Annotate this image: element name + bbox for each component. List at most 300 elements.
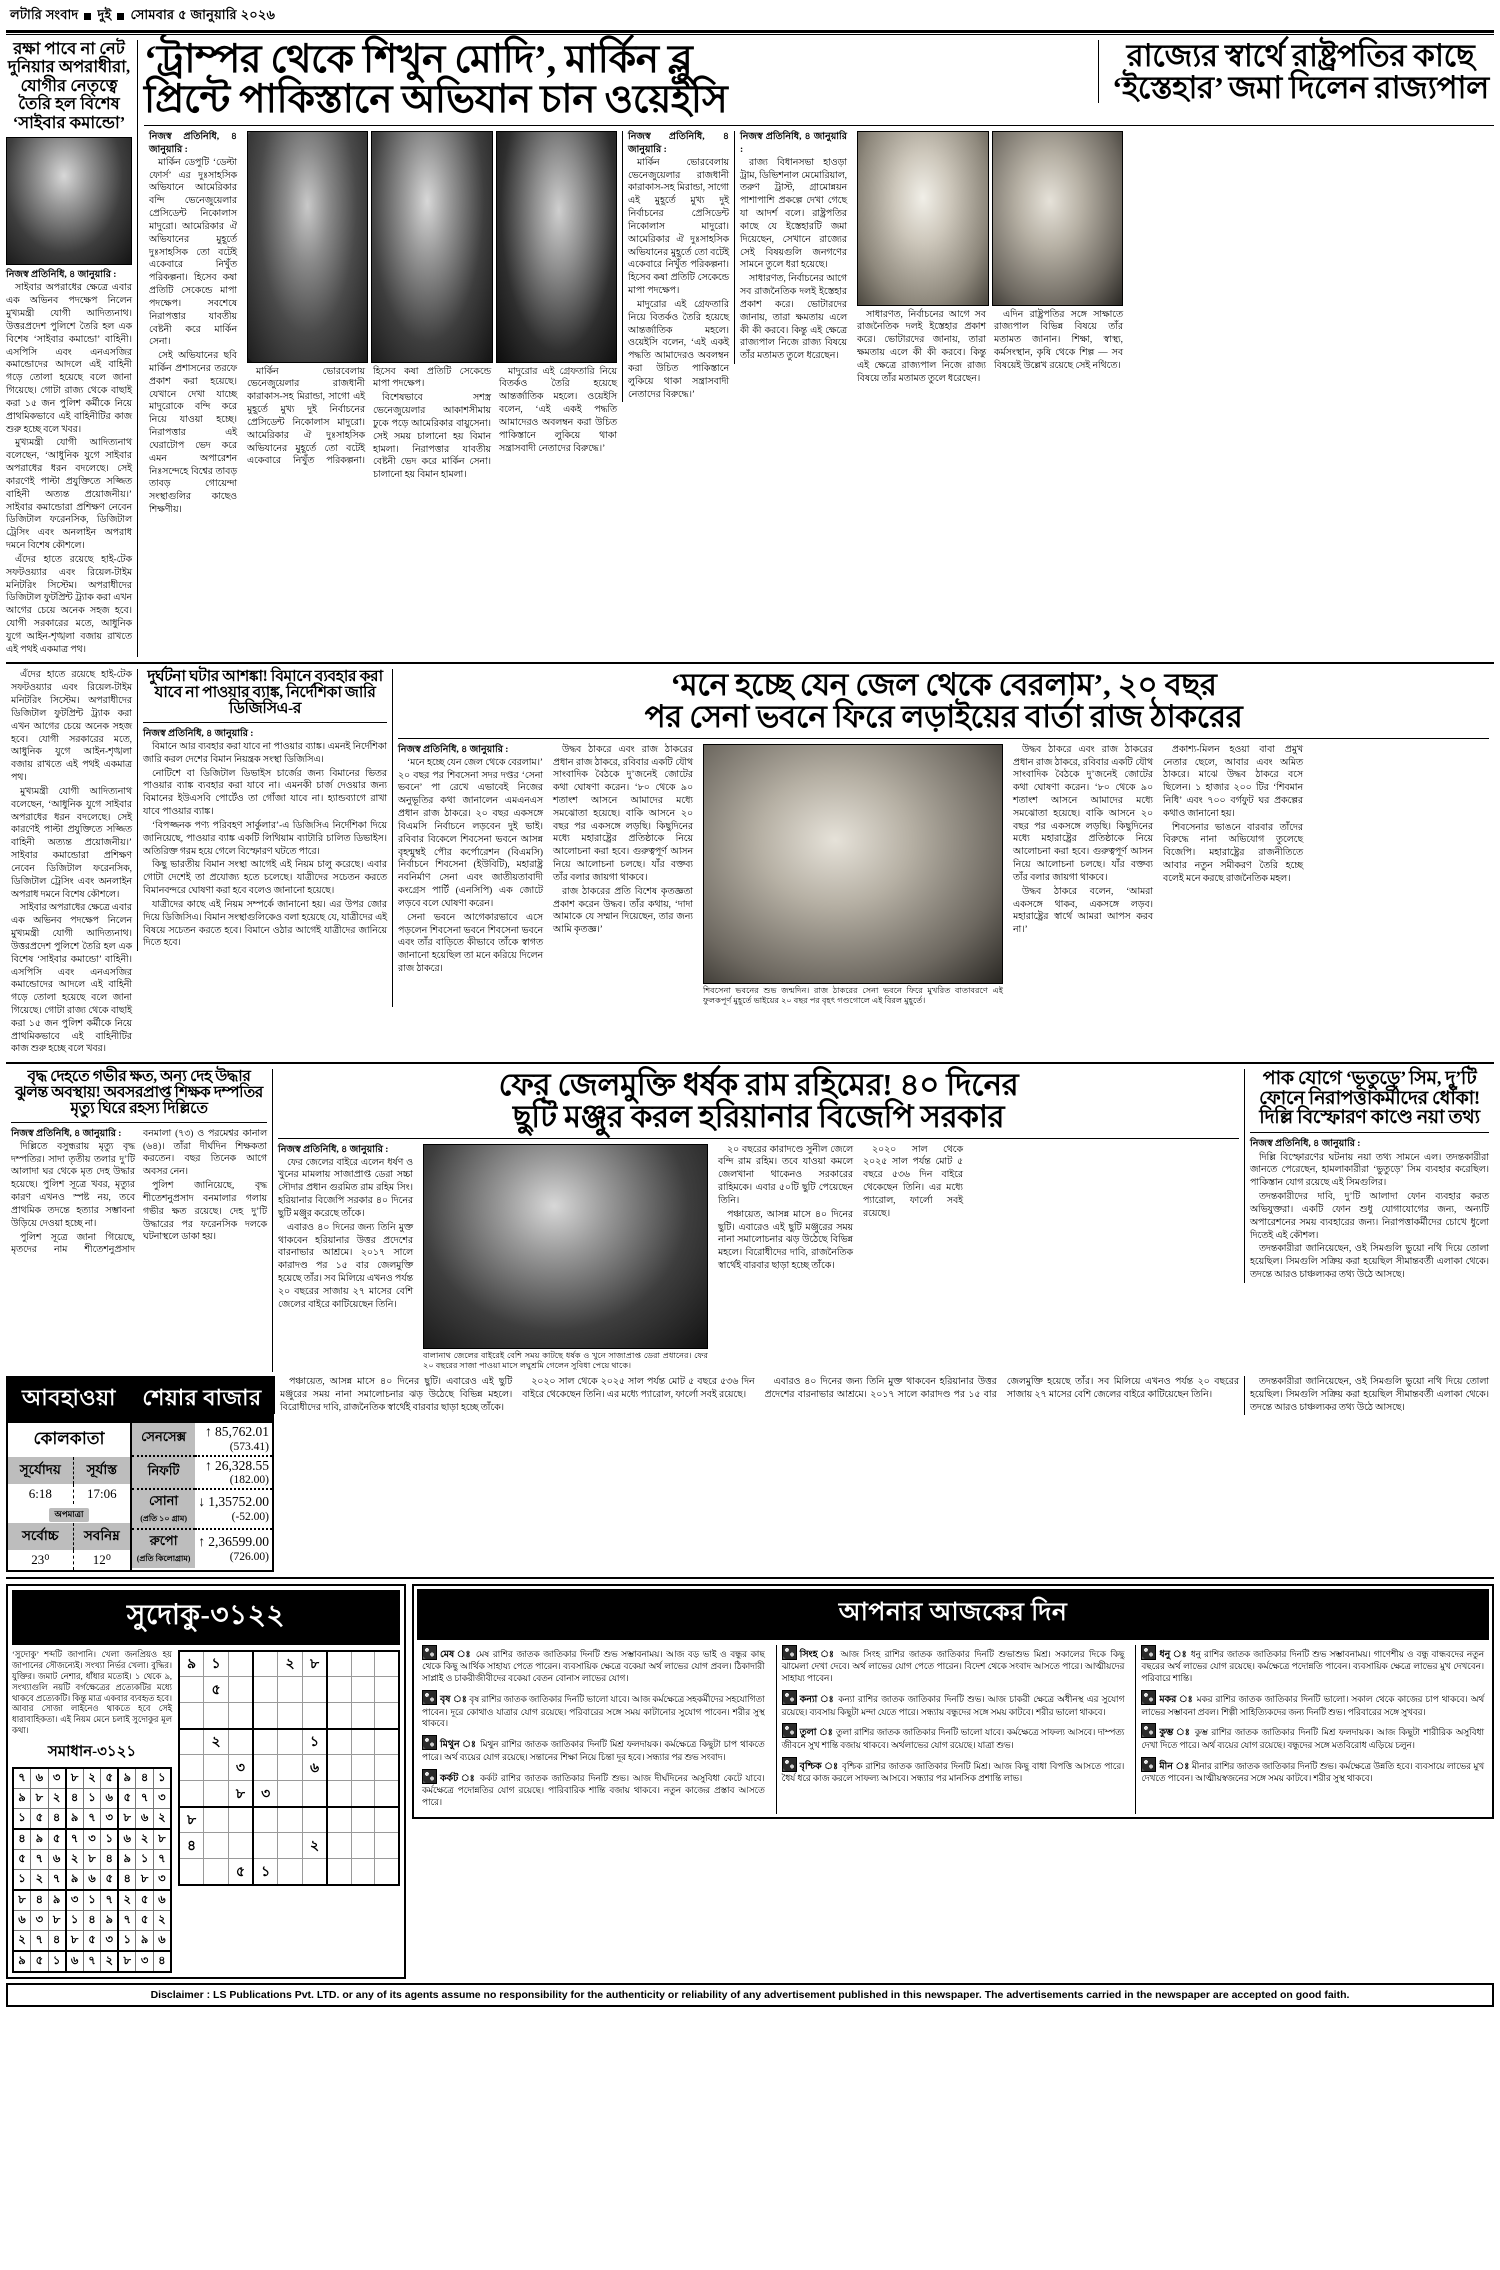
table-row bbox=[132, 1529, 272, 1568]
zodiac-sign-icon bbox=[782, 1723, 797, 1738]
sudoku-cell[interactable] bbox=[253, 1729, 278, 1755]
solution-cell: ৮ bbox=[66, 1768, 84, 1789]
sudoku-cell[interactable] bbox=[351, 1833, 375, 1859]
horoscope-item bbox=[782, 1690, 1125, 1718]
horoscope-sign-name: তুলা ঃ bbox=[799, 1728, 836, 1739]
horoscope-title: আপনার আজকের দিন bbox=[417, 1589, 1489, 1640]
disclaimer: Disclaimer : LS Publications Pvt. LTD. or any of its agents assume no responsibility for the authenticity or reliability of any advertisement published in this newspaper. The advertisements carried in the newspaper are accepted on good faith. bbox=[6, 1983, 1494, 2007]
second-band bbox=[6, 669, 1494, 1057]
solution-cell: ৭ bbox=[153, 1850, 171, 1870]
sudoku-row bbox=[179, 1781, 399, 1807]
solution-cell: ৫ bbox=[48, 1829, 66, 1850]
sudoku-cell[interactable] bbox=[351, 1755, 375, 1781]
solution-cell: ৬ bbox=[153, 1890, 171, 1911]
solution-cell: ৩ bbox=[83, 1829, 100, 1850]
solution-cell: ৬ bbox=[83, 1870, 100, 1891]
horoscope-sign-name: ধনু ঃ bbox=[1159, 1649, 1191, 1660]
solution-cell: ২ bbox=[136, 1829, 153, 1850]
sudoku-row bbox=[179, 1859, 399, 1885]
max-temp-label: সর্বোচ্চ bbox=[8, 1523, 73, 1550]
sudoku-cell[interactable] bbox=[302, 1703, 327, 1729]
solution-cell: ৫ bbox=[13, 1850, 31, 1870]
issue-date: সোমবার ৫ জানুয়ারি ২০২৬ bbox=[130, 7, 276, 22]
sudoku-row bbox=[179, 1729, 399, 1755]
byline: নিজস্ব প্রতিনিধি, ৪ জানুয়ারি : bbox=[628, 131, 729, 155]
market-row-value bbox=[195, 1423, 272, 1456]
solution-cell: ৮ bbox=[66, 1931, 84, 1952]
sudoku-cell[interactable] bbox=[375, 1807, 399, 1833]
sudoku-title: সুদোকু-৩১২২ bbox=[12, 1590, 400, 1645]
paragraph: সাধারণত, নির্বাচনের আগে সব রাজনৈতিক দলই ইস্তেহার প্রকাশ করে। ভোটারদের জানায়, তারা ক্ষমতায় এলে কী কী করবে। কিন্তু এই ক্ষেত্রে রাজ্যপাল নিজে রাজ্য বিষয়ে তাঁর মতামত তুলে ধরেছেন। bbox=[740, 274, 847, 362]
thackeray-col-3 bbox=[1008, 744, 1158, 938]
sudoku-cell[interactable] bbox=[204, 1807, 229, 1833]
square-bullet-icon bbox=[117, 13, 124, 20]
market-row-name bbox=[132, 1489, 195, 1529]
horoscope-item bbox=[422, 1645, 765, 1685]
sudoku-cell[interactable] bbox=[179, 1729, 204, 1755]
sunrise-label: সূর্যোদয় bbox=[8, 1457, 73, 1484]
horoscope-text: বৃশ্চিক রাশির জাতক জাতিকার দিনটি মিশ্র। আজ কিছু বাধা বিপত্তি আসতে পারে। ধৈর্য ধরে কাজ করলে সাফল্য আসবে। সন্ধ্যার পর মানসিক প্রশান্তি লাভ। bbox=[781, 1760, 1125, 1784]
byline: নিজস্ব প্রতিনিধি, ৪ জানুয়ারি : bbox=[143, 728, 254, 739]
solution-cell: ৬ bbox=[48, 1850, 66, 1870]
lead-headline-right bbox=[1098, 40, 1494, 103]
paragraph: মাদুরোর এই গ্রেফতারি নিয়ে বিতর্কও তৈরি হয়েছে আন্তর্জাতিক মহলে। ওয়েইসি বলেন, ‘এই একই পদ্ধতি আমাদেরও অবলম্বন করা উচিত পাকিস্তানে লুকিয়ে থাকা সন্ত্রাসবাদী নেতাদের বিরুদ্ধে।’ bbox=[499, 366, 617, 454]
thackeray-headline-line1: ‘মনে হচ্ছে যেন জেল থেকে বেরলাম’, ২০ বছর bbox=[670, 667, 1217, 703]
paragraph: তদন্তকারীদের দাবি, দু’টি আলাদা ফোন ব্যবহার করত অভিযুক্তরা। একটি ফোন শুধু যোগাযোগের জন্য, অন্যটি অপারেশনের সময় ব্যবহারের জন্য। নিরাপত্তাকর্মীদের চোখে ধুলো দিতেই এই কৌশল। bbox=[1250, 1192, 1489, 1241]
sudoku-cell[interactable]: ৮ bbox=[179, 1807, 204, 1833]
sudoku-cell[interactable]: ৯ bbox=[179, 1651, 204, 1677]
paragraph: প্রকাশ্য-মিলন হওয়া বাবা প্রমুখ নেতার ছেলে, আবার এবং অমিত ঠাকরে। মাঝে উদ্ধব ঠাকরে বসে ছিলেন। ১ হাজার ২০০ টির ‘শিবমান নিধি’ এবং ৭০০ বর্গফুট ঘর প্রকল্পের কথাও জানানো হয়। bbox=[1163, 744, 1303, 819]
sudoku-cell[interactable] bbox=[179, 1677, 204, 1703]
sudoku-cell[interactable]: ৮ bbox=[302, 1651, 327, 1677]
sudoku-cell[interactable] bbox=[375, 1677, 399, 1703]
zodiac-sign-icon bbox=[782, 1645, 797, 1660]
sunset-label: সূর্যাস্ত bbox=[73, 1457, 130, 1484]
donald-trump-photo bbox=[247, 131, 368, 363]
solution-cell: ৭ bbox=[83, 1809, 100, 1830]
solution-row bbox=[13, 1870, 171, 1891]
publication-name: লটারি সংবাদ bbox=[10, 7, 79, 22]
horoscope-grid bbox=[417, 1645, 1489, 1814]
solution-cell: ১ bbox=[48, 1951, 66, 1972]
sudoku-cell[interactable] bbox=[204, 1703, 229, 1729]
solution-row bbox=[13, 1890, 171, 1911]
paragraph: পঞ্চায়েত, আসন্ন মাসে ৪০ দিনের ছুটি। এবারেও এই ছুটি মঞ্জুরের সময় নানা সমালোচনার ঝড় উঠেছে বিভিন্ন মহলে। বিরোধীদের দাবি, রাজনৈতিক স্বার্থেই বারবার ছাড়া হচ্ছে তাঁকে। bbox=[280, 1376, 513, 1413]
sudoku-cell[interactable] bbox=[253, 1651, 278, 1677]
paragraph: মাদুরোর এই গ্রেফতারি নিয়ে বিতর্কও তৈরি হয়েছে আন্তর্জাতিক মহলে। ওয়েইসি বলেন, ‘এই একই পদ্ধতি আমাদেরও অবলম্বন করা উচিত পাকিস্তানে লুকিয়ে থাকা সন্ত্রাসবাদী নেতাদের বিরুদ্ধে।’ bbox=[628, 299, 729, 400]
horoscope-sign-name: মিথুন ঃ bbox=[440, 1740, 481, 1751]
paragraph: সেনা ভবনে আগেকারভাবে এসে পড়লেন শিবসেনা ভবনে শিবসেনা ভবনে এবং তাঁর বাড়িতে কীভাবে তাঁকে স্বাগত জানানো হয়েছিল তা মনে করিয়ে দিলেন রাজ ঠাকরে। bbox=[398, 912, 543, 975]
sudoku-cell[interactable] bbox=[327, 1781, 351, 1807]
narendra-modi-photo bbox=[371, 131, 492, 363]
byline: নিজস্ব প্রতিনিধি, ৪ জানুয়ারি : bbox=[149, 131, 237, 155]
byline: নিজস্ব প্রতিনিধি, ৪ জানুয়ারি : bbox=[278, 1144, 389, 1155]
horoscope-sign-name: মীন ঃ bbox=[1159, 1761, 1192, 1772]
paragraph: ২০ বছরের কারাদণ্ডে সুনীল জেলে বন্দি রাম রহিম। তবে যাওয়া কমলে জেলখানা থাকেনও সরকারের রাহিমকে। এবার ৫০টি ছুটি পেয়েছেন তিনি। bbox=[718, 1144, 853, 1206]
thackeray-headline-line2: পর সেনা ভবনে ফিরে লড়াইয়ের বার্তা রাজ ঠাকরের bbox=[644, 699, 1243, 735]
solution-cell: ৮ bbox=[13, 1890, 31, 1911]
sudoku-cell[interactable] bbox=[278, 1859, 303, 1885]
solution-cell: ৬ bbox=[13, 1911, 31, 1931]
sudoku-cell[interactable]: ৬ bbox=[302, 1755, 327, 1781]
horoscope-sign-name: বৃষ ঃ bbox=[440, 1695, 470, 1705]
paragraph: সেই অভিযানের ছবি মার্কিন প্রশাসনের তরফে প্রকাশ করা হয়েছে। যেখানে দেখা যাচ্ছে মাদুরোকে বন্দি করে নিয়ে যাওয়া হচ্ছে। নিরাপত্তার এই ঘেরাটোপ ভেদ করে এমন অপারেশন নিঃসন্দেহে বিশ্বের তাবড় তাবড় গোয়েন্দা সংস্থাগুলির কাছেও শিক্ষণীয়। bbox=[149, 351, 237, 516]
zodiac-sign-icon bbox=[422, 1735, 437, 1750]
governor-headline-line1: রাজ্যের স্বার্থে রাষ্ট্রপতির কাছে bbox=[1126, 38, 1475, 73]
paragraph: এদিন রাষ্ট্রপতির সঙ্গে সাক্ষাতে রাজ্যপাল বিভিন্ন বিষয়ে তাঁর মতামত জানান। শিক্ষা, স্বাস্থ্য, কর্মসংস্থান, কৃষি থেকে শিল্প — সব বিষয়েই উল্লেখ রয়েছে সেই নথিতে। bbox=[994, 309, 1123, 371]
sudoku-cell[interactable] bbox=[179, 1781, 204, 1807]
horoscope-item bbox=[782, 1645, 1125, 1685]
solution-cell: ১ bbox=[83, 1890, 100, 1911]
horoscope-text: মিথুন রাশির জাতক জাতিকার দিনটি মিশ্র ফলদায়ক। কর্মক্ষেত্রে কিছুটা চাপ থাকতে পারে। অর্থ ব্যয়ের যোগ রয়েছে। সন্তানের শিক্ষা নিয়ে চিন্তা দূর হবে। সন্ধ্যার পর শুভ সংবাদ। bbox=[422, 1739, 765, 1762]
paragraph: মার্কিন ভোরবেলায় ভেনেজুয়েলার রাজধানী কারাকাস-সহ মিরান্ডা, সাগো এই মুহূর্তে মুখ্য দুই নির্বাচনের প্রেসিডেন্ট নিকোলাস মাদুরো। আমেরিকার ঐ দুঃসাহসিক অভিযানের মুহূর্তে তো বটেই একেবারে নিখুঁত পরিকল্পনা। হিসেব কষা প্রতিটি সেকেন্ডে মাপা পদক্ষেপ। bbox=[628, 157, 729, 297]
sudoku-cell[interactable] bbox=[327, 1729, 351, 1755]
sim-headline-line3: দিল্লি বিস্ফোরণ কাণ্ডে নয়া তথ্য bbox=[1259, 1107, 1480, 1129]
lead-col-3 bbox=[622, 131, 734, 403]
sudoku-cell[interactable]: ৮ bbox=[228, 1781, 253, 1807]
solution-cell: ৯ bbox=[31, 1829, 48, 1850]
sudoku-cell[interactable] bbox=[204, 1781, 229, 1807]
sudoku-cell[interactable] bbox=[327, 1755, 351, 1781]
sudoku-cell[interactable]: ২ bbox=[278, 1651, 303, 1677]
sudoku-cell[interactable] bbox=[375, 1729, 399, 1755]
sudoku-cell[interactable] bbox=[228, 1677, 253, 1703]
sudoku-cell[interactable]: ১ bbox=[253, 1859, 278, 1885]
sudoku-cell[interactable] bbox=[228, 1729, 253, 1755]
sudoku-cell[interactable] bbox=[351, 1859, 375, 1885]
sudoku-cell[interactable] bbox=[351, 1781, 375, 1807]
sudoku-cell[interactable] bbox=[278, 1703, 303, 1729]
market-value-text: 26,328.55 bbox=[215, 1457, 269, 1473]
sudoku-cell[interactable] bbox=[351, 1703, 375, 1729]
sudoku-cell[interactable] bbox=[351, 1651, 375, 1677]
sudoku-puzzle-grid[interactable] bbox=[178, 1650, 400, 1886]
byline: নিজস্ব প্রতিনিধি, ৪ জানুয়ারি : bbox=[398, 744, 509, 755]
ramrahim-headline-line1: ফের জেলমুক্তি ধর্ষক রাম রহিমের! ৪০ দিনের bbox=[498, 1067, 1019, 1103]
solution-row bbox=[13, 1829, 171, 1850]
paragraph: শিবসেনার ভাঙনে বারবার তাঁদের বিরুদ্ধে নানা অভিযোগ তুলেছে বিজেপি। মহারাষ্ট্রের রাজনীতিতে আবার নতুন সমীকরণ তৈরি হচ্ছে বলেই মনে করছে রাজনৈতিক মহল। bbox=[1163, 822, 1303, 884]
paragraph: নোটিশে বা ডিজিটাল ডিভাইস চার্জের জন্য বিমানের ভিতর পাওয়ার ব্যাঙ্ক ব্যবহার করা যাবে না। এমনকী চার্জ দেওয়ার জন্য বিমানের ইউএসবি পোর্টেও তা গোঁজা যাবে না। হ্যান্ডব্যাগে রাখা যাবে পাওয়ার ব্যাঙ্ক। bbox=[143, 768, 387, 818]
solution-row bbox=[13, 1809, 171, 1830]
horoscope-section bbox=[412, 1584, 1494, 1819]
sudoku-cell[interactable] bbox=[375, 1833, 399, 1859]
horoscope-item bbox=[782, 1723, 1125, 1751]
sudoku-row bbox=[179, 1677, 399, 1703]
story-dgca bbox=[137, 669, 392, 951]
sudoku-row bbox=[179, 1651, 399, 1677]
sudoku-cell[interactable]: ১ bbox=[204, 1651, 229, 1677]
paragraph: পুলিশ সূত্রে জানা গিয়েছে, মৃতদের নাম শীতেশনুপ্রসাদ বনমালা (৭৩) ও পরমেশ্বর কানাল (৬৪)। তাঁরা দীর্ঘদিন শিক্ষকতা করতেন। বছর তিনেক আগে অবসর নেন। bbox=[11, 1128, 267, 1256]
horoscope-sign-name: সিংহ ঃ bbox=[799, 1649, 841, 1660]
sudoku-cell[interactable] bbox=[278, 1807, 303, 1833]
sudoku-cell[interactable] bbox=[375, 1755, 399, 1781]
solution-cell: ১ bbox=[118, 1931, 136, 1952]
lead-story-block bbox=[137, 40, 1494, 657]
weather-market-box bbox=[6, 1376, 274, 1572]
market-change-text: (573.41) bbox=[229, 1440, 269, 1453]
paragraph: সাইবার অপরাধের ক্ষেত্রে এবার এক অভিনব পদক্ষেপ নিলেন মুখ্যমন্ত্রী যোগী আদিত্যনাথ। উত্তরপ্রদেশ পুলিশে তৈরি হল এক বিশেষ ‘সাইবার কমান্ডো’ বাহিনী। এসপিসি এবং এনএসজির কমান্ডোদের আদলে এই বাহিনী গড়ে তোলা হয়েছে বলে জানা গিয়েছে। গোটা রাজ্য থেকে বাছাই করা ১৫ জন পুলিশ কর্মীকে নিয়ে প্রাথমিকভাবে এই বাহিনীটির কাজ শুরু হচ্ছে বলে খবর। bbox=[6, 283, 132, 435]
horoscope-text: বৃষ রাশির জাতক জাতিকার দিনটি ভালো যাবে। আজ কর্মক্ষেত্রে সহকর্মীদের সহযোগিতা পাবেন। দূরে কোথাও যাত্রার যোগ রয়েছে। পরিবারের সঙ্গে সময় কাটানোর সুযোগ পাবেন। শরীর সুস্থ থাকবে। bbox=[422, 1694, 765, 1729]
market-name-text: সোনা bbox=[149, 1493, 179, 1509]
solution-cell: ৪ bbox=[48, 1931, 66, 1952]
sudoku-cell[interactable] bbox=[351, 1729, 375, 1755]
page-number: দুই bbox=[97, 7, 112, 22]
sudoku-cell[interactable] bbox=[278, 1781, 303, 1807]
sudoku-cell[interactable] bbox=[179, 1703, 204, 1729]
sudoku-cell[interactable] bbox=[327, 1703, 351, 1729]
solution-cell: ৭ bbox=[13, 1768, 31, 1789]
solution-cell: ৯ bbox=[66, 1870, 84, 1891]
sudoku-section bbox=[6, 1584, 406, 1979]
horoscope-item bbox=[422, 1735, 765, 1763]
market-row-name bbox=[132, 1423, 195, 1456]
horoscope-item bbox=[1141, 1690, 1484, 1718]
ramrahim-tail bbox=[274, 1376, 1244, 1414]
horoscope-column bbox=[776, 1645, 1130, 1814]
sudoku-cell[interactable] bbox=[302, 1859, 327, 1885]
solution-cell: ৪ bbox=[136, 1768, 153, 1789]
market-name-sub: (প্রতি ১০ গ্রাম) bbox=[140, 1514, 187, 1524]
square-bullet-icon bbox=[84, 13, 91, 20]
governor-col-1 bbox=[734, 131, 852, 364]
president-seated-photo bbox=[992, 131, 1124, 306]
solution-cell: ৬ bbox=[31, 1768, 48, 1789]
horoscope-sign-name: মেষ ঃ bbox=[440, 1649, 476, 1660]
sudoku-cell[interactable] bbox=[327, 1807, 351, 1833]
sudoku-cell[interactable] bbox=[253, 1807, 278, 1833]
arrow-up-icon: ↑ bbox=[198, 1535, 206, 1551]
solution-cell: ৯ bbox=[136, 1931, 153, 1952]
section-divider bbox=[6, 1062, 1494, 1064]
thackeray-photo-col bbox=[698, 744, 1008, 1007]
max-temp-value: 23⁰ bbox=[31, 1551, 50, 1567]
solution-cell: ৭ bbox=[118, 1911, 136, 1931]
solution-cell: ৩ bbox=[31, 1911, 48, 1931]
solution-cell: ৯ bbox=[118, 1768, 136, 1789]
sudoku-cell[interactable] bbox=[278, 1833, 303, 1859]
solution-cell: ৩ bbox=[101, 1931, 119, 1952]
sudoku-cell[interactable] bbox=[228, 1703, 253, 1729]
lead-headline-band bbox=[144, 40, 1494, 120]
solution-cell: ২ bbox=[153, 1911, 171, 1931]
weather-box bbox=[8, 1378, 132, 1570]
sudoku-cell[interactable] bbox=[204, 1859, 229, 1885]
horoscope-item bbox=[1141, 1723, 1484, 1751]
horoscope-column bbox=[1135, 1645, 1489, 1814]
sudoku-cell[interactable] bbox=[253, 1703, 278, 1729]
sudoku-right-col bbox=[178, 1650, 400, 1973]
market-name-sub: (প্রতি কিলোগ্রাম) bbox=[136, 1554, 191, 1564]
sudoku-cell[interactable] bbox=[179, 1859, 204, 1885]
paragraph: এঁদের হাতে রয়েছে হাই-টেক সফটওয়্যার এবং রিয়েল-টাইম মনিটরিং সিস্টেম। অপরাধীদের ডিজিটাল ফুটপ্রিন্ট ট্র্যাক করা এখন আগের চেয়ে অনেক সহজ হবে। যোগী সরকারের মতে, আধুনিক যুগে আইন-শৃঙ্খলা বজায় রাখতে এই পথই একমাত্র পথ। bbox=[11, 670, 132, 784]
sudoku-cell[interactable] bbox=[351, 1807, 375, 1833]
top-section bbox=[6, 40, 1494, 657]
horoscope-text: মেষ রাশির জাতক জাতিকার দিনটি শুভ সম্ভাবনাময়। আজ বড় ভাই ও বন্ধুর কাছ থেকে কিছু আর্থিক সাহায্য পেতে পারেন। ব্যবসায়িক ক্ষেত্রে বকেয়া অর্থ লাভের যোগ প্রবল। ঠিকাদারী সাপ্লাই ও চাকরীজীবীদের বকেয়া বেতন বোনাস লাভের যোগ। bbox=[422, 1648, 765, 1684]
story-elderly-couple bbox=[6, 1069, 272, 1257]
solution-cell: ১ bbox=[101, 1829, 119, 1850]
sudoku-cell[interactable] bbox=[375, 1781, 399, 1807]
thackeray-col-2 bbox=[548, 744, 698, 938]
horoscope-text: আজ সিংহ রাশির জাতক জাতিকার দিনটি শুভাশুভ মিশ্র। সকালের দিকে কিছু ঝামেলা দেখা দেবে। অর্থ লাভের যোগ পেতে পারেন। বিদেশ থেকে সংবাদ আসতে পারে। আত্মীয়দের সাহায্য পাবেন। bbox=[781, 1648, 1125, 1684]
horoscope-sign-name: কুম্ভ ঃ bbox=[1159, 1728, 1195, 1739]
masthead bbox=[6, 4, 1494, 30]
paragraph: এবারও ৪০ দিনের জন্য তিনি মুক্ত থাকবেন হরিয়ানার উত্তর প্রদেশের বারনাভার আশ্রমে। ২০১৭ সালে কারাদণ্ড পর ১৫ বার জেলমুক্তি হয়েছে তাঁর। সব মিলিয়ে এখনও পর্যন্ত ২০ বছরের সাজায় ২৭ মাসের বেশি জেলের বাইরে কাটিয়েছেন তিনি। bbox=[278, 1222, 413, 1310]
solution-cell: ৫ bbox=[118, 1789, 136, 1809]
sudoku-row bbox=[179, 1755, 399, 1781]
solution-cell: ২ bbox=[48, 1789, 66, 1809]
horoscope-text: ধনু রাশির জাতক জাতিকার দিনটি শুভ সম্ভাবনাময়। গাণেশীয় ও বন্ধু বান্ধবদের নতুন বছরের অর্থ লাভের যোগ রয়েছে। কর্মক্ষেত্রে পদোন্নতি পাবেন। ব্যবসায়িক ক্ষেত্রে লাভের মুখ দেখবেন। পরিবারে শান্তি। bbox=[1141, 1648, 1485, 1684]
market-value-text: 1,35752.00 bbox=[208, 1494, 269, 1510]
market-row-name bbox=[132, 1529, 195, 1568]
sudoku-cell[interactable] bbox=[375, 1651, 399, 1677]
solution-cell: ৭ bbox=[31, 1931, 48, 1952]
sudoku-cell[interactable] bbox=[278, 1755, 303, 1781]
sudoku-cell[interactable]: ৪ bbox=[179, 1833, 204, 1859]
zodiac-sign-icon bbox=[422, 1769, 437, 1784]
paragraph: মার্কিন ডেপুটি ‘ডেল্টা ফোর্স’ এর দুঃসাহসিক অভিযানে আমেরিকার বন্দি ভেনেজুয়েলার প্রেসিডেন্ট নিকোলাস মাদুরো। আমেরিকার ঐ অভিযানের মুহূর্তে দুঃসাহসিক তো বটেই একেবারে নিখুঁত পরিকল্পনা। হিসেব কষা প্রতিটি সেকেন্ডে মাপা পদক্ষেপ। সবশেষে নিরাপত্তার যাবতীয় বেষ্টনী করে মার্কিন সেনা। bbox=[149, 157, 237, 348]
sudoku-cell[interactable]: ৫ bbox=[204, 1677, 229, 1703]
table-row bbox=[132, 1423, 272, 1456]
min-temp-value: 12⁰ bbox=[73, 1550, 130, 1570]
sudoku-cell[interactable]: ২ bbox=[302, 1833, 327, 1859]
market-value-text: 85,762.01 bbox=[215, 1423, 269, 1439]
sudoku-cell[interactable] bbox=[327, 1651, 351, 1677]
horoscope-text: কন্যা রাশির জাতক জাতিকার দিনটি শুভ। আজ চাকরী ক্ষেত্রে অধীনস্থ এর সুযোগ রয়েছে। ব্যবসায় কিছুটা মন্দা যেতে পারে। সন্ধ্যায় বন্ধুদের সঙ্গে সময় কাটবে। শরীর ভালো থাকবে। bbox=[781, 1694, 1125, 1717]
weather-table bbox=[8, 1457, 130, 1570]
solution-cell: ৯ bbox=[48, 1890, 66, 1911]
sudoku-cell[interactable]: ২ bbox=[204, 1729, 229, 1755]
market-table bbox=[132, 1423, 272, 1569]
sudoku-cell[interactable] bbox=[302, 1677, 327, 1703]
sudoku-cell[interactable] bbox=[228, 1651, 253, 1677]
horoscope-item bbox=[1141, 1645, 1484, 1685]
horoscope-item bbox=[782, 1757, 1125, 1785]
sudoku-cell[interactable] bbox=[302, 1807, 327, 1833]
zodiac-sign-icon bbox=[422, 1645, 437, 1660]
paragraph: ২০২০ সাল থেকে ২০২৫ সাল পর্যন্ত মোট ৫ বছরে ৫৩৬ দিন বাইরে থেকেছেন তিনি। এর মধ্যে প্যারোল, ফার্লো সবই রয়েছে। bbox=[522, 1376, 755, 1400]
solution-cell: ৭ bbox=[66, 1829, 84, 1850]
solution-cell: ৫ bbox=[101, 1768, 119, 1789]
solution-cell: ৮ bbox=[118, 1809, 136, 1830]
paragraph: তদন্তকারীরা জানিয়েছেন, ওই সিমগুলি ভুয়ো নথি দিয়ে তোলা হয়েছিল। সিমগুলি সক্রিয় করা হয়েছিল সীমান্তবর্তী এলাকা থেকে। তদন্তে আরও চাঞ্চল্যকর তথ্য উঠে আসছে। bbox=[1250, 1376, 1489, 1413]
zodiac-sign-icon bbox=[1141, 1645, 1156, 1660]
solution-cell: ২ bbox=[153, 1809, 171, 1830]
solution-cell: ৮ bbox=[118, 1951, 136, 1972]
sudoku-cell[interactable]: ১ bbox=[302, 1729, 327, 1755]
sudoku-row bbox=[179, 1833, 399, 1859]
ramrahim-col-2 bbox=[713, 1144, 858, 1274]
sudoku-cell[interactable] bbox=[204, 1755, 229, 1781]
sudoku-cell[interactable] bbox=[327, 1833, 351, 1859]
solution-row bbox=[13, 1789, 171, 1809]
solution-cell: ২ bbox=[118, 1890, 136, 1911]
sudoku-cell[interactable] bbox=[228, 1807, 253, 1833]
sim-headline-line1: পাক যোগে ‘ভূতুড়ে’ সিম, দু’টি bbox=[1262, 1068, 1477, 1090]
cyber-continuation bbox=[6, 669, 137, 1057]
solution-cell: ২ bbox=[13, 1931, 31, 1952]
solution-cell: ৩ bbox=[136, 1951, 153, 1972]
market-name-text: রুপো bbox=[149, 1533, 178, 1549]
sudoku-box bbox=[6, 1584, 406, 1979]
solution-cell: ৭ bbox=[31, 1850, 48, 1870]
sudoku-cell[interactable] bbox=[375, 1703, 399, 1729]
sudoku-solution-grid bbox=[12, 1767, 172, 1973]
solution-row bbox=[13, 1911, 171, 1931]
sudoku-cell[interactable] bbox=[179, 1755, 204, 1781]
horoscope-sign-name: মকর ঃ bbox=[1159, 1695, 1197, 1705]
sudoku-cell[interactable] bbox=[253, 1755, 278, 1781]
story-thackeray bbox=[392, 669, 1494, 1007]
sudoku-cell[interactable]: ৩ bbox=[253, 1781, 278, 1807]
sudoku-cell[interactable] bbox=[327, 1859, 351, 1885]
section-divider bbox=[6, 1577, 1494, 1579]
governor-photo-col bbox=[852, 131, 1128, 386]
solution-cell: ৫ bbox=[136, 1911, 153, 1931]
solution-cell: ৩ bbox=[66, 1890, 84, 1911]
sudoku-cell[interactable] bbox=[204, 1833, 229, 1859]
sudoku-cell[interactable] bbox=[253, 1833, 278, 1859]
solution-cell: ৮ bbox=[136, 1870, 153, 1891]
sudoku-cell[interactable] bbox=[351, 1677, 375, 1703]
paragraph: মার্কিন ভোরবেলায় ভেনেজুয়েলার রাজধানী কারাকাস-সহ মিরান্ডা, সাগো এই মুহূর্তে মুখ্য দুই নির্বাচনের প্রেসিডেন্ট নিকোলাস মাদুরো। আমেরিকার ঐ দুঃসাহসিক অভিযানের মুহূর্তে তো বটেই একেবারে নিখুঁত পরিকল্পনা। হিসেব কষা প্রতিটি সেকেন্ডে মাপা পদক্ষেপ। bbox=[247, 366, 491, 467]
paragraph: তদন্তকারীরা জানিয়েছেন, ওই সিমগুলি ভুয়ো নথি দিয়ে তোলা হয়েছিল। সিমগুলি সক্রিয় করা হয়েছিল সীমান্তবর্তী এলাকা থেকে। তদন্তে আরও চাঞ্চল্যকর তথ্য উঠে আসছে। bbox=[1250, 1244, 1489, 1280]
sudoku-cell[interactable] bbox=[253, 1677, 278, 1703]
solution-cell: ৫ bbox=[31, 1809, 48, 1830]
horoscope-column bbox=[417, 1645, 770, 1814]
sudoku-cell[interactable] bbox=[375, 1859, 399, 1885]
lead-headline-line2: প্রিন্টে পাকিস্তানে অভিযান চান ওয়েইসি bbox=[144, 77, 728, 121]
horoscope-text: মকর রাশির জাতক জাতিকার দিনটি ভালো। সকাল থেকে কাজের চাপ থাকবে। অর্থ লাভের সম্ভাবনা প্রবল। শিল্পী সাহিত্যিকদের জন্য দিনটি শুভ। পরিবারের সঙ্গে সুখবর। bbox=[1141, 1694, 1485, 1717]
horoscope-item bbox=[422, 1690, 765, 1730]
lead-col-1 bbox=[144, 131, 242, 518]
zodiac-sign-icon bbox=[1141, 1690, 1156, 1705]
byline: নিজস্ব প্রতিনিধি, ৪ জানুয়ারি : bbox=[740, 131, 847, 155]
sudoku-cell[interactable]: ৩ bbox=[228, 1755, 253, 1781]
third-band bbox=[6, 1069, 1494, 1372]
solution-cell: ৬ bbox=[136, 1809, 153, 1830]
sudoku-cell[interactable]: ৫ bbox=[228, 1859, 253, 1885]
solution-cell: ৫ bbox=[136, 1890, 153, 1911]
solution-cell: ৬ bbox=[66, 1951, 84, 1972]
market-row-name bbox=[132, 1456, 195, 1490]
market-title: শেয়ার বাজার bbox=[132, 1378, 272, 1423]
sudoku-cell[interactable] bbox=[327, 1677, 351, 1703]
table-row bbox=[132, 1456, 272, 1490]
horoscope-sign-name: কন্যা ঃ bbox=[799, 1695, 839, 1705]
horoscope-item bbox=[1141, 1757, 1484, 1785]
paragraph: পঞ্চায়েত, আসন্ন মাসে ৪০ দিনের ছুটি। এবারেও এই ছুটি মঞ্জুরের সময় নানা সমালোচনার ঝড় উঠেছে বিভিন্ন মহলে। বিরোধীদের দাবি, রাজনৈতিক স্বার্থেই বারবার ছাড়া হচ্ছে তাঁকে। bbox=[718, 1209, 853, 1271]
sudoku-cell[interactable] bbox=[302, 1781, 327, 1807]
thackeray-col-1 bbox=[398, 744, 548, 977]
sudoku-cell[interactable] bbox=[278, 1729, 303, 1755]
paragraph: রাজ্য বিধানসভা হাওড়া ট্রাম, ডিভিশনাল মেমোরিয়াল, তরুণ ট্রাস্ট, গ্রামোন্নয়ন পাশাপাশি প্রকল্পে দেখা গেছে যা আদর্শ বলে। রাষ্ট্রপতির কাছে যে ইস্তেহারটি জমা দিয়েছেন, সেখানে রাজ্যের সেই বিষয়গুলি জনগণের সামনে তুলে ধরা হয়েছে। bbox=[740, 157, 847, 271]
sudoku-cell[interactable] bbox=[228, 1833, 253, 1859]
paragraph: দিল্লি বিস্ফোরণের ঘটনায় নয়া তথ্য সামনে এল। তদন্তকারীরা জানতে পেরেছেন, হামলাকারীরা ‘ভুতুড়ে’ সিম ব্যবহার করেছিল। পাকিস্তান যোগ রয়েছে এই সিমগুলির। bbox=[1250, 1152, 1489, 1189]
solution-cell: ৬ bbox=[101, 1789, 119, 1809]
solution-row bbox=[13, 1768, 171, 1789]
temperature-note: অপমাত্রা bbox=[49, 1508, 88, 1522]
byline: নিজস্ব প্রতিনিধি, ৪ জানুয়ারি : bbox=[11, 1128, 122, 1139]
solution-cell: ৮ bbox=[83, 1850, 100, 1870]
sudoku-cell[interactable] bbox=[278, 1677, 303, 1703]
solution-cell: ৪ bbox=[66, 1789, 84, 1809]
section-divider bbox=[6, 662, 1494, 664]
zodiac-sign-icon bbox=[422, 1690, 437, 1705]
ram-rahim-photo bbox=[423, 1144, 708, 1349]
left-rail-body bbox=[6, 269, 132, 656]
weather-market-wrap bbox=[6, 1376, 274, 1572]
solution-row bbox=[13, 1931, 171, 1952]
